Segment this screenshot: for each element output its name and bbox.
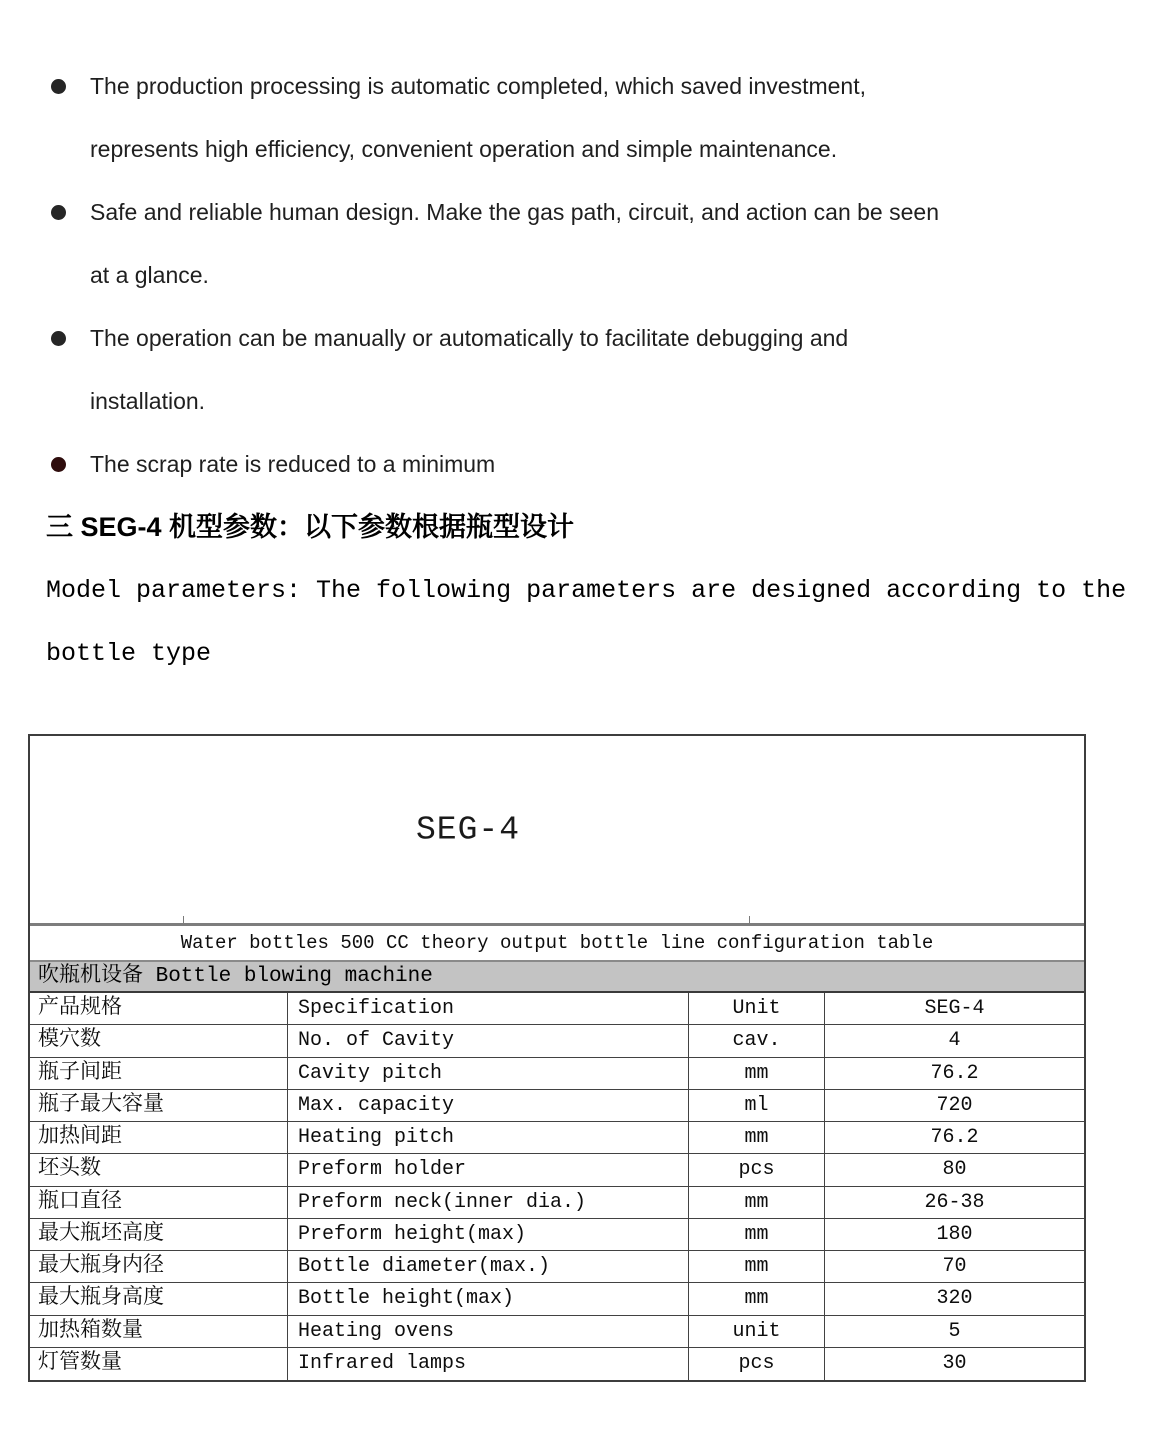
cell-spec: Preform height(max) xyxy=(288,1219,689,1250)
bullet-line: Safe and reliable human design. Make the gas path, circuit, and action can be seen xyxy=(90,199,939,225)
cell-name-cn: 坯头数 xyxy=(30,1154,288,1185)
cell-name-cn: 模穴数 xyxy=(30,1025,288,1056)
cell-spec: No. of Cavity xyxy=(288,1025,689,1056)
cell-value: 180 xyxy=(936,1222,973,1246)
cell-unit: mm xyxy=(689,1251,825,1282)
cell-value: 70 xyxy=(942,1255,967,1278)
cell-spec: Bottle diameter(max.) xyxy=(288,1251,689,1282)
cell-unit: mm xyxy=(689,1187,825,1218)
cell-spec: Bottle height(max) xyxy=(288,1283,689,1314)
cell-unit: mm xyxy=(689,1122,825,1153)
cell-spec: Preform neck(inner dia.) xyxy=(288,1187,689,1218)
table-row xyxy=(30,1090,1084,1122)
cell-value: 76.2 xyxy=(930,1061,979,1085)
cell-value: 26-38 xyxy=(924,1190,985,1214)
cell-name-cn: 灯管数量 xyxy=(30,1348,288,1380)
table-row xyxy=(30,1187,1084,1219)
bullet-line: at a glance. xyxy=(90,262,209,288)
cell-spec: Preform holder xyxy=(288,1154,689,1185)
bullet-line: installation. xyxy=(90,388,206,414)
divider xyxy=(749,916,750,923)
cell-value: 5 xyxy=(948,1319,961,1343)
cell-unit: cav. xyxy=(689,1025,825,1056)
cell-unit: mm xyxy=(689,1283,825,1314)
cell-value: 320 xyxy=(936,1287,973,1311)
cell-name-cn: 瓶子间距 xyxy=(30,1058,288,1089)
cell-name-cn: 加热间距 xyxy=(30,1122,288,1153)
cell-value: 80 xyxy=(942,1158,967,1182)
table-row xyxy=(30,1025,1084,1057)
table-row xyxy=(30,1154,1084,1186)
table-row xyxy=(30,1251,1084,1283)
table-row xyxy=(30,1122,1084,1154)
table-model-cell xyxy=(30,736,1084,926)
cell-spec: Heating pitch xyxy=(288,1122,689,1153)
heading-line: 三 SEG-4 机型参数：以下参数根据瓶型设计 xyxy=(46,512,575,542)
cell-name-cn: 最大瓶身内径 xyxy=(30,1251,288,1282)
cell-unit: ml xyxy=(689,1090,825,1121)
table-model-title: SEG-4 xyxy=(415,811,521,848)
bullet-line: The production processing is automatic completed, which saved investment, xyxy=(90,73,867,99)
cell-spec: Specification xyxy=(288,993,689,1024)
cell-unit: Unit xyxy=(689,993,825,1024)
bullet-line: The operation can be manually or automatically to facilitate debugging and xyxy=(90,325,849,351)
table-row xyxy=(30,1058,1084,1090)
cell-spec: Heating ovens xyxy=(288,1316,689,1347)
cell-unit: pcs xyxy=(689,1154,825,1185)
bullet-marker xyxy=(51,457,66,472)
table-row xyxy=(30,993,1084,1025)
cell-name-cn: 加热箱数量 xyxy=(30,1316,288,1347)
bullet-marker xyxy=(51,79,66,94)
divider xyxy=(183,916,184,923)
cell-spec: Infrared lamps xyxy=(288,1348,689,1380)
cell-unit: mm xyxy=(689,1219,825,1250)
table-subtitle: Water bottles 500 CC theory output bottle line configuration table xyxy=(30,926,1084,962)
table-row xyxy=(30,1283,1084,1315)
cell-name-cn: 瓶口直径 xyxy=(30,1187,288,1218)
table-row xyxy=(30,1348,1084,1380)
section-heading-english xyxy=(0,559,1152,685)
bullet-line: represents high efficiency, convenient operation and simple maintenance. xyxy=(90,136,838,162)
bullet-item xyxy=(0,433,1152,496)
cell-unit: unit xyxy=(689,1316,825,1347)
cell-unit: pcs xyxy=(689,1348,825,1380)
cell-value: SEG-4 xyxy=(924,997,985,1020)
bullet-line: The scrap rate is reduced to a minimum xyxy=(90,451,496,477)
bullet-marker xyxy=(51,331,66,346)
specification-table xyxy=(28,734,1086,1382)
table-row xyxy=(30,1316,1084,1348)
cell-value: 720 xyxy=(936,1093,973,1117)
cell-spec: Max. capacity xyxy=(288,1090,689,1121)
cell-unit: mm xyxy=(689,1058,825,1089)
cell-name-cn: 最大瓶身高度 xyxy=(30,1283,288,1314)
body-text-block xyxy=(0,0,1152,685)
section-heading-chinese xyxy=(0,496,1152,559)
cell-name-cn: 瓶子最大容量 xyxy=(30,1090,288,1121)
bullet-item xyxy=(0,55,1152,181)
cell-value: 30 xyxy=(942,1351,967,1375)
cell-value: 4 xyxy=(948,1029,961,1053)
bullet-marker xyxy=(51,205,66,220)
bullet-item xyxy=(0,307,1152,433)
cell-name-cn: 产品规格 xyxy=(30,993,288,1024)
cell-value: 76.2 xyxy=(930,1126,979,1149)
heading-line: bottle type xyxy=(46,639,212,668)
bullet-item xyxy=(0,181,1152,307)
cell-spec: Cavity pitch xyxy=(288,1058,689,1089)
heading-line: Model parameters: The following parameters are designed according to the xyxy=(46,576,1127,605)
table-section-header: 吹瓶机设备 Bottle blowing machine xyxy=(30,962,1084,993)
cell-name-cn: 最大瓶坯高度 xyxy=(30,1219,288,1250)
table-row xyxy=(30,1219,1084,1251)
